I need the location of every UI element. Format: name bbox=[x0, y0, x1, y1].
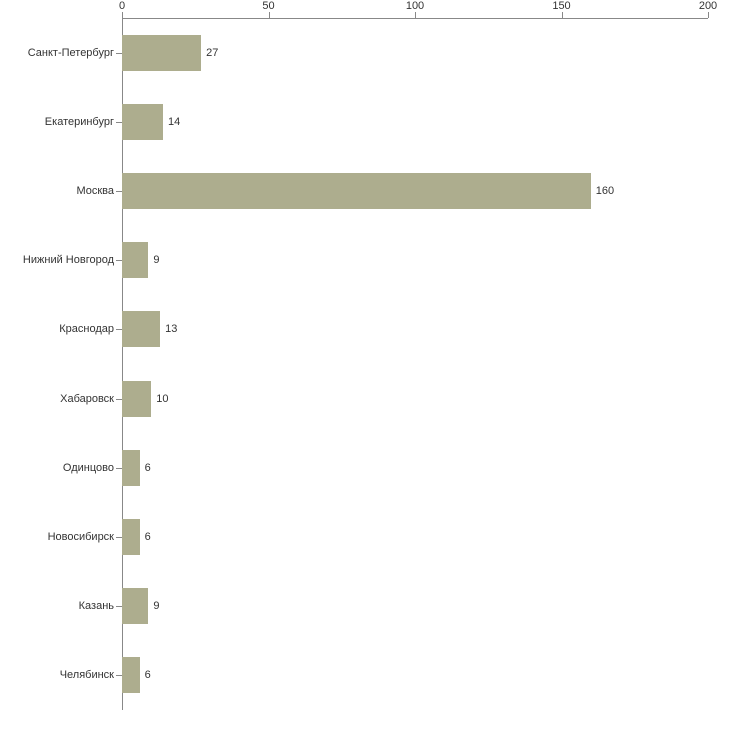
category-label-text: Хабаровск bbox=[60, 392, 114, 405]
x-tick-label: 50 bbox=[262, 0, 275, 12]
category-label bbox=[0, 254, 122, 266]
category-label bbox=[0, 393, 122, 405]
bar bbox=[122, 35, 201, 71]
category-label-text: Новосибирск bbox=[47, 531, 114, 543]
x-tick-label: 100 bbox=[405, 0, 425, 12]
bar bbox=[122, 450, 140, 486]
x-tick bbox=[122, 12, 123, 18]
bar-value-label: 9 bbox=[153, 254, 160, 267]
category-label-text: Нижний Новгород bbox=[22, 254, 114, 267]
x-tick-label: 200 bbox=[698, 0, 718, 12]
category-label bbox=[0, 116, 122, 128]
bar-value-label: 160 bbox=[595, 185, 615, 197]
category-label-text: Екатеринбург bbox=[44, 115, 114, 128]
category-label bbox=[0, 185, 122, 197]
category-label-text: Краснодар bbox=[59, 323, 114, 336]
bar bbox=[122, 657, 140, 693]
category-label bbox=[0, 47, 122, 59]
bar-value-label: 6 bbox=[144, 669, 151, 682]
category-label-text: Санкт-Петербург bbox=[27, 46, 114, 59]
bar-value-label: 6 bbox=[144, 531, 151, 543]
bar bbox=[122, 104, 163, 140]
category-label-text: Одинцово bbox=[62, 461, 114, 474]
bar bbox=[122, 381, 151, 417]
x-tick-label: 150 bbox=[552, 0, 571, 12]
bar-value-label: 10 bbox=[156, 392, 169, 405]
category-label bbox=[0, 462, 122, 474]
bar-value-label: 6 bbox=[144, 461, 151, 474]
category-label bbox=[0, 600, 122, 612]
bar bbox=[122, 588, 148, 624]
bar-value-label: 9 bbox=[153, 600, 160, 613]
x-tick-label: 0 bbox=[118, 0, 126, 12]
x-tick bbox=[415, 12, 416, 18]
category-label bbox=[0, 531, 122, 543]
bar-value-label: 27 bbox=[206, 46, 219, 59]
category-label-text: Казань bbox=[78, 600, 114, 613]
x-tick bbox=[708, 12, 709, 18]
category-label-text: Челябинск bbox=[59, 669, 114, 682]
bar bbox=[122, 242, 148, 278]
x-tick bbox=[562, 12, 563, 18]
category-label-text: Москва bbox=[76, 185, 114, 197]
bar bbox=[122, 519, 140, 555]
bar bbox=[122, 311, 160, 347]
x-axis-line bbox=[122, 18, 708, 19]
bar-value-label: 14 bbox=[168, 115, 181, 128]
x-tick bbox=[269, 12, 270, 18]
category-label bbox=[0, 669, 122, 681]
bar bbox=[122, 173, 591, 209]
category-label bbox=[0, 323, 122, 335]
bar-value-label: 13 bbox=[165, 323, 178, 336]
